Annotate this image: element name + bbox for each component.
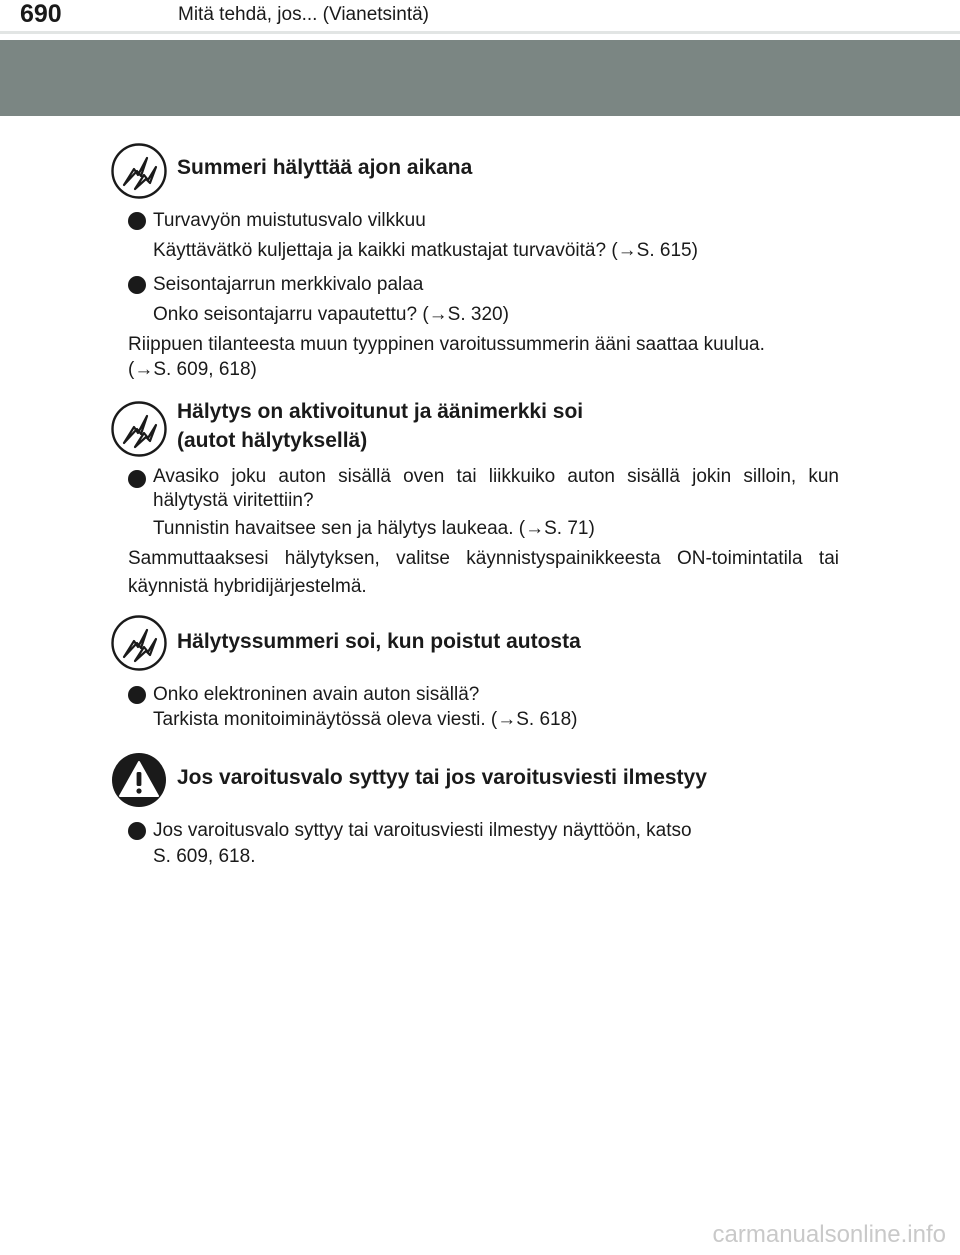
bullet-subtext: Käyttävätkö kuljettaja ja kaikki matkustajat turvavöitä? (→S. 615) <box>153 240 698 261</box>
page-header <box>0 0 960 33</box>
bullet-subtext: Tunnistin havaitsee sen ja hälytys laukeaa. (→S. 71) <box>153 518 595 539</box>
page-number: 690 <box>20 0 62 28</box>
section-title: Summeri hälyttää ajon aikana <box>177 156 473 179</box>
bullet-marker <box>128 822 146 840</box>
warning-icon <box>111 752 167 808</box>
buzzer-icon <box>111 143 167 199</box>
bullet-marker <box>128 276 146 294</box>
bullet-text: Avasiko joku auton sisällä oven tai liikkuiko auton sisällä jokin silloin, kun hälytystä viritettiin? <box>153 466 839 511</box>
note-text: Riippuen tilanteesta muun tyyppinen varoitussummerin ääni saattaa kuulua. <box>128 334 765 355</box>
section-title: Jos varoitusvalo syttyy tai jos varoitusviesti ilmestyy <box>177 766 707 789</box>
running-title: Mitä tehdä, jos... (Vianetsintä) <box>178 4 429 25</box>
buzzer-icon <box>111 401 167 457</box>
bullet-marker <box>128 212 146 230</box>
section-band <box>0 40 960 116</box>
bullet-text: Jos varoitusvalo syttyy tai varoitusviesti ilmestyy näyttöön, katso <box>153 820 692 841</box>
section-title: Hälytyssummeri soi, kun poistut autosta <box>177 630 581 653</box>
bullet-text: Turvavyön muistutusvalo vilkkuu <box>153 210 426 231</box>
buzzer-icon <box>111 615 167 671</box>
bullet-text: Onko elektroninen avain auton sisällä? <box>153 684 480 705</box>
note-text: Sammuttaaksesi hälytyksen, valitse käynnistyspainikkeesta ON-toimintatila tai käynnistä hybridijärjestelmä. <box>128 548 839 597</box>
bullet-subtext: Onko seisontajarru vapautettu? (→S. 320) <box>153 304 509 325</box>
bullet-marker <box>128 470 146 488</box>
header-divider <box>0 31 960 34</box>
section-title: (autot hälytyksellä) <box>177 429 368 452</box>
section-title: Hälytys on aktivoitunut ja äänimerkki soi <box>177 400 584 423</box>
note-text: (→S. 609, 618) <box>128 359 257 380</box>
bullet-text: Seisontajarrun merkkivalo palaa <box>153 274 424 295</box>
watermark: carmanualsonline.info <box>712 1221 946 1248</box>
bullet-subtext: S. 609, 618. <box>153 846 256 867</box>
bullet-subtext: Tarkista monitoiminäytössä oleva viesti. (→S. 618) <box>153 709 578 730</box>
bullet-marker <box>128 686 146 704</box>
